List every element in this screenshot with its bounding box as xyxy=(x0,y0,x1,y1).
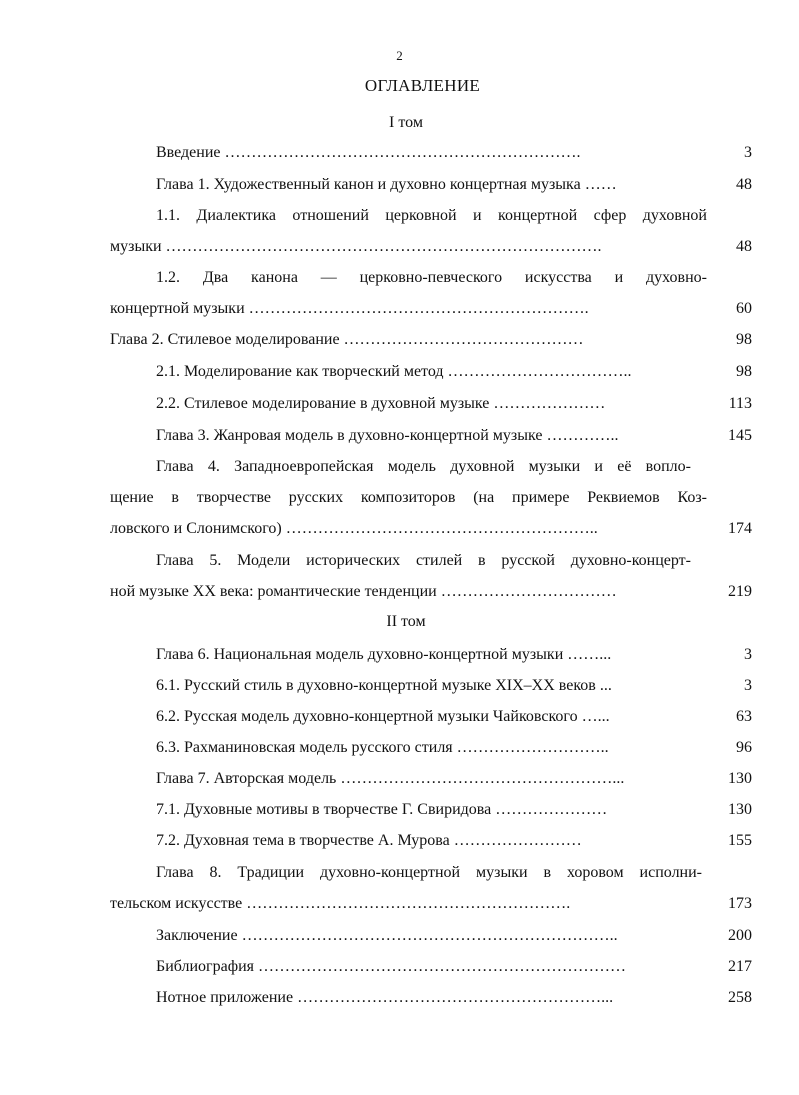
toc-entry-text-line-3: ловского и Слонимского) ………………………………………………….. xyxy=(110,520,598,537)
toc-entry-page: 173 xyxy=(728,895,752,912)
toc-entry-text: Глава 7. Авторская модель ……………………………………………... xyxy=(156,770,625,787)
toc-entry-page: 63 xyxy=(736,708,752,725)
page-number: 2 xyxy=(396,48,403,63)
toc-entry-page: 3 xyxy=(744,646,752,663)
toc-entry-text: 6.2. Русская модель духовно-концертной музыки Чайковского …... xyxy=(156,708,610,725)
toc-entry-page: 145 xyxy=(728,427,752,444)
toc-entry-text: 2.1. Моделирование как творческий метод …………………………….. xyxy=(156,363,632,380)
toc-entry-page: 3 xyxy=(744,677,752,694)
toc-entry-text: Глава 2. Стилевое моделирование ……………………………………… xyxy=(110,331,584,348)
toc-entry-text-line-1: 1.2. Два канона — церковно-певческого искусства и духовно- xyxy=(156,269,707,286)
toc-entry-text-line-2: щение в творчестве русских композиторов (на примере Реквиемов Коз- xyxy=(110,489,707,506)
toc-entry-text: Библиография …………………………………………………………… xyxy=(156,958,626,975)
toc-entry-page: 200 xyxy=(728,927,752,944)
toc-entry-text-line-1: 1.1. Диалектика отношений церковной и концертной сфер духовной xyxy=(156,207,707,224)
toc-entry-page: 98 xyxy=(736,363,752,380)
toc-entry-text: Введение …………………………………………………………. xyxy=(156,144,581,161)
toc-entry-page: 48 xyxy=(736,176,752,193)
toc-entry-page: 130 xyxy=(728,770,752,787)
toc-entry-page: 155 xyxy=(728,832,752,849)
toc-entry-text-line-2: концертной музыки ………………………………………………………. xyxy=(110,300,589,317)
toc-entry-text: 2.2. Стилевое моделирование в духовной музыке ………………… xyxy=(156,395,606,412)
toc-entry-text-line-1: Глава 8. Традиции духовно-концертной музыки в хоровом исполни- xyxy=(156,864,702,881)
volume-2-heading: II том xyxy=(386,613,426,630)
toc-entry-text: 7.2. Духовная тема в творчестве А. Мурова …………………… xyxy=(156,832,582,849)
toc-entry-text: 7.1. Духовные мотивы в творчестве Г. Свиридова ………………… xyxy=(156,801,608,818)
toc-entry-text: 6.3. Рахманиновская модель русского стиля ……………………….. xyxy=(156,739,609,756)
toc-entry-text-line-2: тельском искусстве ……………………………………………………. xyxy=(110,895,571,912)
toc-entry-text-line-2: музыки ………………………………………………………………………. xyxy=(110,238,602,255)
toc-entry-page: 96 xyxy=(736,739,752,756)
toc-entry-page: 174 xyxy=(728,520,752,537)
toc-entry-page: 217 xyxy=(728,958,752,975)
toc-entry-page: 48 xyxy=(736,238,752,255)
toc-entry-page: 3 xyxy=(744,144,752,161)
toc-entry-page: 60 xyxy=(736,300,752,317)
toc-entry-page: 113 xyxy=(728,395,752,412)
page-title: ОГЛАВЛЕНИЕ xyxy=(364,76,481,95)
toc-entry-page: 219 xyxy=(728,583,752,600)
toc-entry-text-line-2: ной музыке XX века: романтические тенденции …………………………… xyxy=(110,583,617,600)
toc-entry-text: Глава 6. Национальная модель духовно-концертной музыки ……... xyxy=(156,646,612,663)
toc-entry-page: 130 xyxy=(728,801,752,818)
toc-entry-page: 98 xyxy=(736,331,752,348)
toc-entry-text: Глава 1. Художественный канон и духовно концертная музыка …… xyxy=(156,176,617,193)
toc-entry-text: Глава 3. Жанровая модель в духовно-концертной музыке ………….. xyxy=(156,427,619,444)
toc-entry-text-line-1: Глава 4. Западноевропейская модель духовной музыки и её вопло- xyxy=(156,458,691,475)
toc-entry-text: Заключение …………………………………………………………….. xyxy=(156,927,618,944)
toc-entry-page: 258 xyxy=(728,989,752,1006)
toc-entry-text: Нотное приложение …………………………………………………... xyxy=(156,989,614,1006)
toc-entry-text: 6.1. Русский стиль в духовно-концертной музыке XIX–XX веков ... xyxy=(156,677,612,694)
volume-1-heading: I том xyxy=(389,114,423,131)
toc-entry-text-line-1: Глава 5. Модели исторических стилей в русской духовно-концерт- xyxy=(156,552,691,569)
